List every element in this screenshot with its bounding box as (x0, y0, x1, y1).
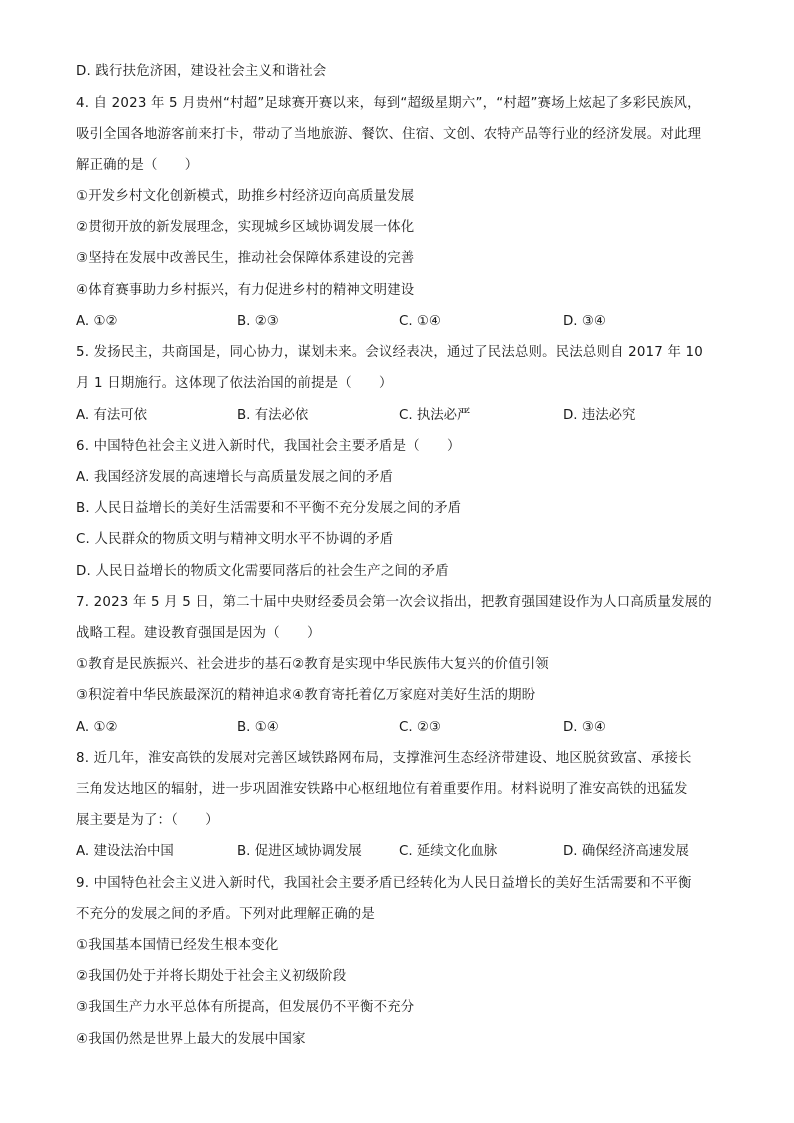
q5-stem-line-2: 月 1 日期施行。这体现了依法治国的前提是（ ） (76, 376, 393, 391)
q8-option-a: A. 建设法治中国 (76, 844, 174, 859)
q7-stem-line-2: 战略工程。建设教育强国是因为（ ） (76, 626, 321, 641)
q8-stem-line-1: 8. 近几年，淮安高铁的发展对完善区域铁路网布局，支撑淮河生态经济带建设、地区脱贫致富、承接长 (76, 751, 692, 766)
q6-option-b: B. 人民日益增长的美好生活需要和不平衡不充分发展之间的矛盾 (76, 501, 462, 516)
q8-option-d: D. 确保经济高速发展 (563, 844, 689, 859)
q5-option-b: B. 有法必依 (237, 408, 309, 423)
q4-stem-line-2: 吸引全国各地游客前来打卡，带动了当地旅游、餐饮、住宿、文创、农特产品等行业的经济发展。对此理 (76, 127, 702, 142)
q9-statement-2: ②我国仍处于并将长期处于社会主义初级阶段 (76, 969, 347, 984)
q6-option-d: D. 人民日益增长的物质文化需要同落后的社会生产之间的矛盾 (76, 564, 449, 579)
q7-stem-line-1: 7. 2023 年 5 月 5 日，第二十届中央财经委员会第一次会议指出，把教育强国建设作为人口高质量发展的 (76, 595, 712, 610)
q7-statements-3-4: ③积淀着中华民族最深沉的精神追求④教育寄托着亿万家庭对美好生活的期盼 (76, 688, 536, 703)
q4-option-a: A. ①② (76, 314, 118, 329)
q9-stem-line-1: 9. 中国特色社会主义进入新时代，我国社会主要矛盾已经转化为人民日益增长的美好生活需要和不平衡 (76, 876, 692, 891)
q8-option-b: B. 促进区域协调发展 (237, 844, 362, 859)
q5-option-a: A. 有法可依 (76, 408, 147, 423)
q6-option-c: C. 人民群众的物质文明与精神文明水平不协调的矛盾 (76, 532, 394, 547)
q8-option-c: C. 延续文化血脉 (399, 844, 498, 859)
q7-option-b: B. ①④ (237, 720, 279, 735)
q4-option-b: B. ②③ (237, 314, 279, 329)
q5-option-c: C. 执法必严 (399, 408, 471, 423)
q4-option-d: D. ③④ (563, 314, 606, 329)
q9-statement-3: ③我国生产力水平总体有所提高，但发展仍不平衡不充分 (76, 1000, 415, 1015)
q3-option-d: D. 践行扶危济困，建设社会主义和谐社会 (76, 64, 327, 79)
q8-stem-line-2: 三角发达地区的辐射，进一步巩固淮安铁路中心枢纽地位有着重要作用。材料说明了淮安高铁的迅猛发 (76, 782, 688, 797)
q4-statement-1: ①开发乡村文化创新模式，助推乡村经济迈向高质量发展 (76, 189, 415, 204)
q9-stem-line-2: 不充分的发展之间的矛盾。下列对此理解正确的是 (76, 907, 375, 922)
q4-option-c: C. ①④ (399, 314, 441, 329)
q7-option-d: D. ③④ (563, 720, 606, 735)
q4-statement-2: ②贯彻开放的新发展理念，实现城乡区域协调发展一体化 (76, 220, 415, 235)
q6-option-a: A. 我国经济发展的高速增长与高质量发展之间的矛盾 (76, 470, 394, 485)
q4-statement-3: ③坚持在发展中改善民生，推动社会保障体系建设的完善 (76, 251, 415, 266)
q6-stem: 6. 中国特色社会主义进入新时代，我国社会主要矛盾是（ ） (76, 439, 461, 454)
q5-option-d: D. 违法必究 (563, 408, 636, 423)
q9-statement-4: ④我国仍然是世界上最大的发展中国家 (76, 1032, 306, 1047)
q4-statement-4: ④体育赛事助力乡村振兴，有力促进乡村的精神文明建设 (76, 283, 415, 298)
q7-option-a: A. ①② (76, 720, 118, 735)
q4-stem-line-1: 4. 自 2023 年 5 月贵州“村超”足球赛开赛以来，每到“超级星期六”，“村超”赛场上炫起了多彩民族风， (76, 96, 701, 111)
q5-stem-line-1: 5. 发扬民主，共商国是，同心协力，谋划未来。会议经表决，通过了民法总则。民法总则自 2017 年 10 (76, 345, 703, 360)
q7-statements-1-2: ①教育是民族振兴、社会进步的基石②教育是实现中华民族伟大复兴的价值引领 (76, 657, 549, 672)
q8-stem-line-3: 展主要是为了：（ ） (76, 813, 219, 828)
q9-statement-1: ①我国基本国情已经发生根本变化 (76, 938, 279, 953)
q7-option-c: C. ②③ (399, 720, 441, 735)
q4-stem-line-3: 解正确的是（ ） (76, 158, 199, 173)
